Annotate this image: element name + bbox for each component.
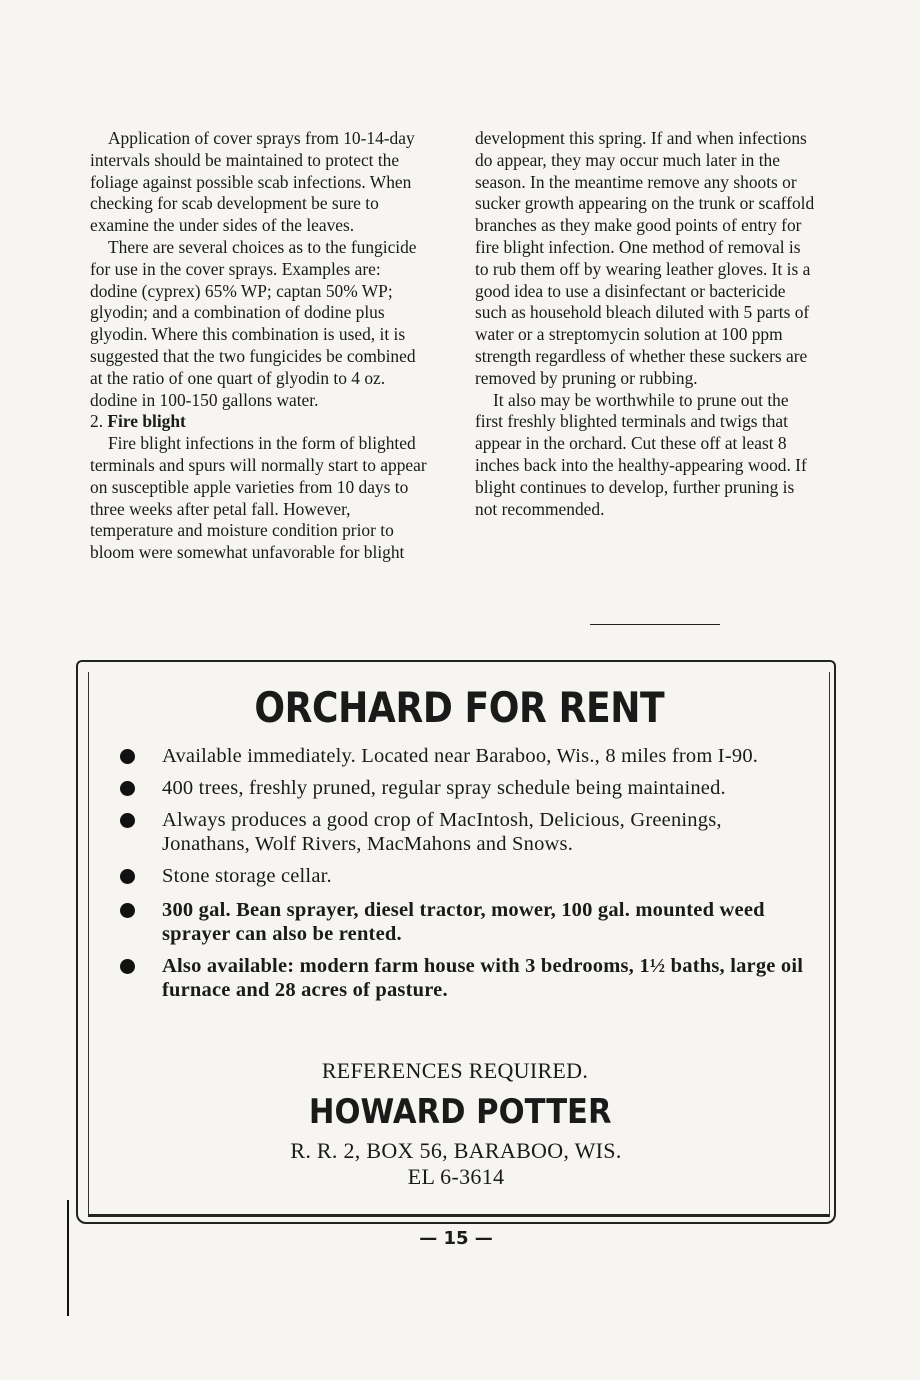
ad-feature-list bbox=[118, 744, 808, 1002]
section-heading bbox=[90, 411, 432, 433]
references-notice: REFERENCES REQUIRED. bbox=[321, 1058, 589, 1083]
page-number: — 15 — bbox=[419, 1228, 493, 1249]
bullet-icon bbox=[120, 781, 135, 796]
section-number: 2. bbox=[90, 411, 104, 432]
list-item bbox=[118, 898, 808, 946]
bullet-icon bbox=[120, 903, 135, 918]
section-title: Fire blight bbox=[107, 411, 186, 432]
development-paragraph: development this spring. If and when infections do appear, they may occur much later in the season. In the meantime remove any shoots or sucker growth appearing on the trunk or scaffold branches as they make good points of entry for fire blight infection. One method of removal is to rub them off by wearing leather gloves. It is a good idea to use a disinfectant or bactericide such as household bleach diluted with 5 parts of water or a streptomycin solution at 100 ppm strength regardless of whether these suckers are removed by pruning or rubbing. bbox=[475, 128, 815, 388]
list-item-text: Stone storage cellar. bbox=[162, 865, 332, 887]
owner-name: HOWARD POTTER bbox=[308, 1092, 612, 1132]
list-item bbox=[118, 808, 808, 856]
owner-phone: EL 6-3614 bbox=[407, 1164, 505, 1189]
bullet-icon bbox=[120, 813, 135, 828]
bullet-icon bbox=[120, 959, 135, 974]
ad-title: ORCHARD FOR RENT bbox=[254, 683, 665, 732]
list-item bbox=[118, 776, 808, 800]
fungicide-choices-paragraph: There are several choices as to the fungicide for use in the cover sprays. Examples are: dodine (cyprex) 65% WP; captan 50% WP; glyodin; and a combination of dodine plus glyodin. Where this combination is used, it is suggested that the two fungicides be combined at the ratio of one quart of glyodin to 4 oz. dodine in 100-150 gallons water. bbox=[90, 236, 417, 410]
list-item bbox=[118, 864, 808, 888]
section-divider bbox=[590, 624, 720, 625]
cover-sprays-paragraph: Application of cover sprays from 10-14-day intervals should be maintained to protect the foliage against possible scab infections. When checking for scab development be sure to examine the under sides of the leaves. bbox=[90, 128, 415, 236]
list-item-text: Always produces a good crop of MacIntosh, Delicious, Greenings, Jonathans, Wolf Rivers, MacMahons and Snows. bbox=[162, 809, 722, 855]
fire-blight-paragraph: Fire blight infections in the form of blighted terminals and spurs will normally start to appear on susceptible apple varieties from 10 days to three weeks after petal fall. However, temperature and moisture condition prior to bloom were somewhat unfavorable for blight bbox=[90, 433, 427, 563]
bullet-icon bbox=[120, 749, 135, 764]
left-column bbox=[90, 128, 432, 564]
list-item-text: 400 trees, freshly pruned, regular spray schedule being maintained. bbox=[162, 777, 726, 799]
list-item-text: Also available: modern farm house with 3 bedrooms, 1½ baths, large oil furnace and 28 acres of pasture. bbox=[162, 955, 804, 1001]
owner-address: R. R. 2, BOX 56, BARABOO, WIS. bbox=[290, 1138, 622, 1163]
list-item-text: Available immediately. Located near Baraboo, Wis., 8 miles from I-90. bbox=[162, 745, 759, 767]
margin-rule bbox=[67, 1200, 69, 1316]
list-item bbox=[118, 954, 808, 1002]
bullet-icon bbox=[120, 869, 135, 884]
list-item bbox=[118, 744, 808, 768]
right-column bbox=[475, 128, 817, 520]
pruning-paragraph: It also may be worthwhile to prune out the first freshly blighted terminals and twigs that appear in the orchard. Cut these off at least 8 inches back into the healthy-appearing wood. If blight continues to develop, further pruning is not recommended. bbox=[475, 389, 807, 519]
list-item-text: 300 gal. Bean sprayer, diesel tractor, mower, 100 gal. mounted weed sprayer can also be rented. bbox=[162, 899, 765, 945]
